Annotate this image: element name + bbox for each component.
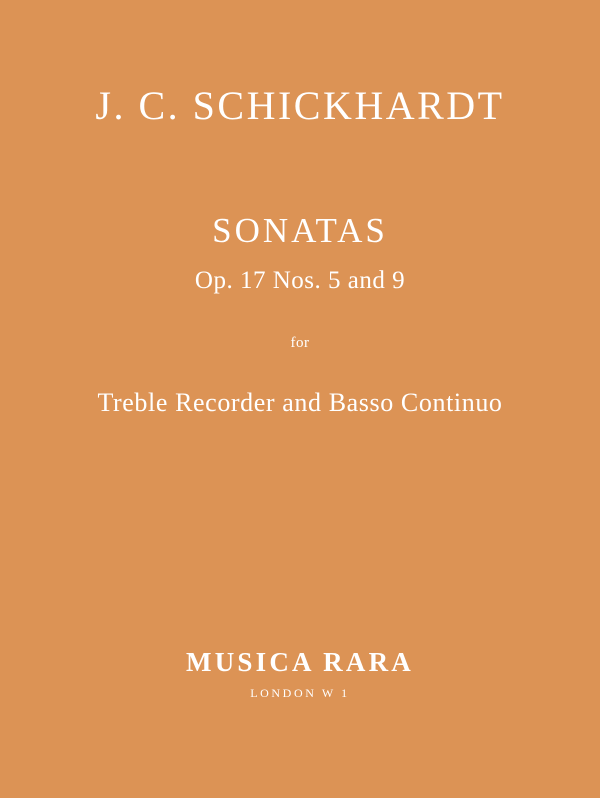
instrumentation: Treble Recorder and Basso Continuo (97, 388, 503, 417)
publisher-city: LONDON W 1 (250, 686, 350, 700)
publisher-name: MUSICA RARA (186, 647, 414, 677)
opus-number: Op. 17 Nos. 5 and 9 (194, 267, 406, 294)
for-label: for (290, 335, 310, 351)
composer-name: J. C. SCHICKHARDT (95, 83, 505, 128)
work-title: SONATAS (212, 211, 388, 250)
